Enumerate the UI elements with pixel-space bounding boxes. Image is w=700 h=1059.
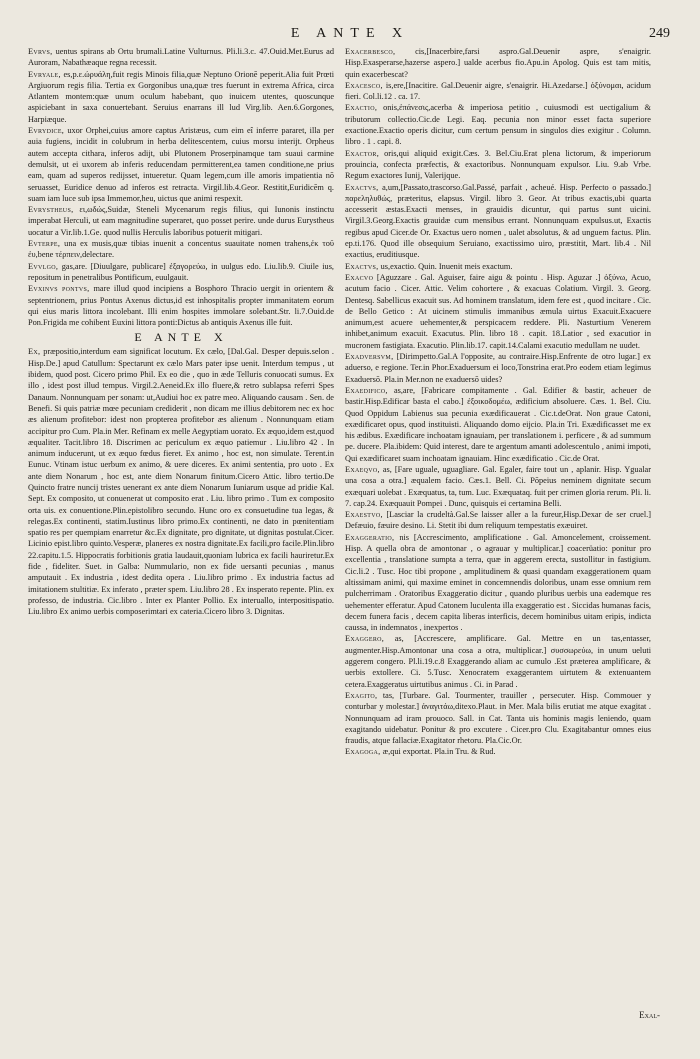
dictionary-entry	[345, 80, 651, 103]
entry-definition: es,p.ε.ώρυάλη,fuit regis Minois filia,quæ Neptuno Orionē peperit.Alia fuit Prœti Argiuorum regis filia. Tertia ex Gorgonibus una,quæ tres fuerunt in extrema Africa, circa Atlantem montem:quæ unum oculum habebant, quo inuicem utentes, quoscunque aspiciebant in saxa conuertebant. Seruius enarrans ill lud Virg.lib. Aen.6.Gorgones, Harpiæque.	[28, 69, 334, 124]
dictionary-entry	[28, 204, 334, 238]
dictionary-entry	[345, 385, 651, 464]
entry-definition: onis,ἐπάνεσις,acerba & imperiosa petitio , cuiusmodi est uectigalium & tributorum collectio.Cic.de Legi. Eaq. pecunia non minor esset facta superiore exactione.Exactio operis dicitur, cum certum pensum in singulos dies exigitur . Column. libro . 1 . capi. 8.	[345, 103, 651, 147]
left-column	[28, 46, 334, 1036]
entry-definition: æ,qui exportat. Pla.in Tru. & Rud.	[382, 747, 496, 757]
entry-headword: Exactio,	[345, 103, 378, 113]
entry-headword: Exaggero,	[345, 634, 385, 644]
entry-headword: Exaggeratio,	[345, 532, 395, 542]
page-number: 249	[649, 26, 670, 41]
catchword: Exal-	[639, 1010, 660, 1020]
dictionary-entry	[28, 69, 334, 125]
entry-definition: [Lasciar la crudeltà.Gal.Se laisser aller a la fureur,Hisp.Dexar de ser cruel.] Defæuio, fæuire desino. Li. Stetit ibi dum reliquum tempestatis exæuiret.	[345, 510, 651, 531]
dictionary-entry	[28, 283, 334, 328]
entry-headword: Evxinvs pontvs,	[28, 284, 90, 294]
dictionary-entry	[345, 261, 651, 272]
entry-headword: Evrystheus,	[28, 205, 74, 215]
entry-headword: Exaedifico,	[345, 385, 388, 395]
entry-headword: Exactvs,	[345, 182, 379, 192]
entry-headword: Exacerbesco,	[345, 47, 396, 56]
entry-definition: una ex musis,quæ tibias inuenit a concentus suauitate nomen trahens,ἐκ τοῦ ἐυ,bene τέρπειν,delectare.	[28, 239, 334, 260]
entry-definition: as, [Fare uguale, uguagliare. Gal. Egaler, faire tout un , aplanir. Hisp. Ygualar una cosa a otra.] æqualem facio. Cæs.1. Bell. Ci. Pōpeius neminem dignitate secum exæquari uolebat . Exæquatus, ta, tum. Luc. Exæquataq. fuit per crimen gloria rerum. Pli. li. 7. cap.24. Exæquauit Pompei . Dunc, quisquis ei certamina Belli.	[345, 464, 651, 508]
entry-definition: [Aguzzare . Gal. Aguiser, faire aigu & pointu . Hisp. Aguzar .] ὀξύνω, Acuo, acutum facio . Cicer. Attic. Velim cohortere , & exacuas Colatium. Virgil. 3. Georg. Dentesq. Sabellicus exacuit sus. Ad hominem translatum, idem fere est , quod incitare . Cic. de Bello Getico : At uicinem stimulis immanibus æmula uirtus Exacuit.Exacuere animum,est acuere uehementer,& perspicacem reddere. Pli. Nasturtium Venerem inhibet,animum exacuit. Exacutus. Plin. libro 18 . capit. 18.Latior , sed exacutior in mucronem fastigiata. Exacutio. Plin.lib.17. capit.14.Calami exacutio medullam ne uudet.	[345, 272, 651, 350]
entry-headword: Exactvs,	[345, 261, 379, 271]
entry-headword: Exagoga,	[345, 747, 381, 757]
dictionary-entry	[345, 464, 651, 509]
entry-headword: Ex,	[28, 347, 41, 357]
entry-definition: as,are, [Fabricare compitamente . Gal. Edifier & bastir, acheuer de bastir.Hisp.Edificar basta el cabo.] ἐξοικοδομέω, ædificium absoluere. Cæs. 1. Bel. Ciu. Quod Oppidum Labienus sua pecunia exædificauerat . Cic.t.deOrat. Non graue Catoni, exædificaret opus, quod instituisti. Aliquando domo eijcio. Pla.in Tri. Exædificasset me ex his ædibus. Exædificare inchoatam ignauiam, per translationem i. perficere , & ad summum pe. ducere. Pla.ibidem: Quid interest, dare te argentum amanti adolescentulo , animi impoti, Qui exædificaret suam inchoatam ignauiam. Hinc exædificatio . Cic.de Orat.	[345, 385, 651, 463]
page-header-title: E ANTE X	[290, 26, 410, 41]
entry-definition: præpositio,interdum eam significat locutum. Ex cælo, [Dal.Gal. Desper depuis.selon . Hisp.De.] apud Catullum: Spectarunt ex cælo Mars pater ipse uenit. Interdum tempus , ut ibidem, quod post. Cicero primo Phil. Ex eo die , quo in æde Telluris conuocati sumus. Ex illo , idest post illud tempus. Virgil.2.Aeneid.Ex illo fluere,& retro sublapsa referri Spes Danaum. Nonnunquam per sonam: ut,Audiui hoc ex patre meo. Aliquando causam . Sen. de Benefi. Si quis patriæ mœe pecuniam crediderit , non dicam me illius debitorem nec ex hoc æs alienum profitebor: idest non propterea profitebor æs alienum . Nonnunquam etiam accipitur pro Cum. Pla.in Mer. Refinam ex melle Aegyptiam uorato. Ex æquo,idem est,quod æqualiter. Tacit.libro 18. Discrimen ac periculum ex æquo patiemur . Liu.libro 42 . In animum inducerunt, ut ex æquo fœdus fieret. Ex animo , hoc est, non simulate. Terent.in Eunuc. Vtinam istuc uerbum ex animo, & uere diceres. Ex animi sententia, pro uoto . Ex ante diem Nonarum , hoc est, ante diem Nonarum finitum.Cicero Attic. libro tertio.De Quincto fratre nuncij tristes uenerant ex ante diem Nonarum Iuniarum usque ad pridie Kal. Sept. Ex composito, ut conuenerat ut composito erat . Liu. libro primo . Tum ex composito orta uis. ex conuentione.Plin.epistolibro secundo. Hunc oro ex consuetudine tua legas, & relegas.Ex continenti, statim.Iustinus libro primo.Ex continenti, ne dato in pœnitentiam spatio res per quempiam enarretur &c.Ex dignitate, pro dignitate, ut dignitas postulat.Cicer. Licinio epist.libro quinto.Vesperæ, planeres ex nostra dignitate.Ex facili,pro facile.Plin.libro 22.capitu.1.5. Hippocratis forbitionis gratia laudauit,quoniam lubrica ex facili hauriretur.Ex fide , fideliter. Suet. in Galba: Nummulario, non ex fide uersanti pecunias , manus amputauit . Ex industria , idest dedita opera . Liu.libro primo . Ex industria factus ad imitationem stultitiæ. Ex inferato , præter spem. Liu.libro 28 . Ex insperato repente. Plin. ex professo, de industria. Cic.libro . Inter ex Planter Pollio. Ex interuallo, interpositispatio. Liu.libro Ex animo uerbis composerimtari ex cateria.Cicero libro 3. Dignitas.	[28, 347, 334, 617]
entry-headword: Evvlgo,	[28, 261, 59, 271]
entry-headword: Exacvo	[345, 272, 374, 282]
section-heading: E ANTE X	[134, 330, 228, 345]
running-head	[0, 26, 700, 46]
entry-headword: Exaestvo,	[345, 510, 383, 520]
dictionary-entry	[345, 532, 651, 634]
entry-definition: [Dirimpetto.Gal.A l'opposite, au contraire.Hisp.Enfrente de otro lugar.] ex aduerso, e regione. Ter.in Phor.Exaduersum ei loco,Tonstrina erat.Pro eodem etiam legimus Exaduersō. Pla.in Mer.non ne exaduersō uides?	[345, 352, 651, 384]
entry-definition: us,exactio. Quin. Inuenit meis exactum.	[380, 261, 513, 271]
entry-headword: Exaeqvo,	[345, 464, 380, 474]
dictionary-entry	[345, 690, 651, 746]
dictionary-entry	[345, 46, 651, 80]
dictionary-entry	[28, 46, 334, 69]
entry-definition: as, [Accrescere, amplificare. Gal. Mettre en un tas,entasser, augmenter.Hisp.Amontonar una cosa a otra, multiplicar.] συσσωρεύω, in unum ueluti aggerem congero. Pl.li.19.c.8 Exaggerando aliam ac cumulo .Est præterea amplificare, & uerbis extollere. Ci. 5.Tusc. Xenocratem exaggerantem uirtutem & extenuantem cetera.Exaggeratus uirtutibus animus . Ci. in Parad .	[345, 634, 651, 689]
entry-definition: uentus spirans ab Ortu brumali.Latine Vulturnus. Pli.li.3.c. 47.Ouid.Met.Eurus ad Auroram, Nabathæaque regna recessit.	[28, 47, 334, 68]
dictionary-entry	[28, 125, 334, 204]
entry-definition: tas, [Turbare. Gal. Tourmenter, trauiller , persecuter. Hisp. Commouer y conturbar y molestar.] ἀναγιτάω,ditexo.Plaut. in Mer. Mala bilis erutiat me atque exagitat . Nonnunquam ad iram prouoco. Sall. in Cat. Tanta uis hominis magis leniendo, quam exagitando uidebatur. Ponitur & pro excutere . Cicer.pro Clu. Exagitabantur omnes eius fraudis, atque fallaciæ.Exagitator rhetoru. Pla.Cic.Or.	[345, 690, 651, 746]
entry-headword: Exacesco,	[345, 80, 383, 90]
dictionary-entry	[345, 148, 651, 182]
entry-definition: ει,ωδώς,Suidæ, Steneli Mycenarum regis filius, qui Iunonis instinctu imperabat Herculi, ut eam magnitudine superaret, quo posset perire. unde durus Eurystheus uocatur a Vir.lib.1.Ge. quod nullis Herculis laboribus potuerit mitigari.	[28, 205, 334, 237]
dictionary-entry	[28, 261, 334, 284]
dictionary-entry	[345, 746, 651, 757]
entry-definition: cis,[Inacerbire,farsi aspro.Gal.Deuenir aspre, s'enaigrir. Hisp.Exasperarse,hazerse aspero.] ualde acerbus fio.Apu.in Apolog. Quis est tam mitis, quin exacerbescat?	[345, 47, 651, 79]
entry-headword: Evrvs,	[28, 47, 53, 56]
entry-definition: mare illud quod incipiens a Bosphoro Thracio uergit in orientem & septentrionem, prius Pontus Axenus dictus,id est inhospitalis propter immanitatem eorum qui eius maris littora incolebant. Illi enim hospites immolare solebant.Str. li.7.Ouid.de Pon.Frigida me cohibent Euxini littora ponti:Dictus ab antiquis Axenus ille fuit.	[28, 284, 334, 328]
entry-definition: oris,qui aliquid exigit.Cæs. 3. Bel.Ciu.Erat plena lictorum, & imperiorum prouincia, confecta præfectis, & exactoribus. Nonnunquam expulsor. Liu. 9.ab Vrbe. Regum exactores Iunij, Valerijque.	[345, 148, 651, 181]
entry-headword: Evryale,	[28, 69, 61, 79]
entry-headword: Exactor,	[345, 148, 380, 158]
dictionary-entry	[345, 351, 651, 385]
dictionary-entry	[28, 346, 334, 617]
entry-definition: uxor Orphei,cuius amore captus Aristæus, cum eim eî inferre pararet, illa per auia fugiens, incidit in colubrum in herba delitescentem, cuius morsu interijt. Orpheus autem accepta cithara, inferos adijt, ubi Plutonem Proserpinamque tam suaui carmine demulsit, ut ei uxorem ab inferis reducendam permitterent,ea tamen conditione,ne prius eam, quam ad superos redijsset, intueretur. Quam legem,cum ille amoris impatientia nō seruasset, Euridice denuo ad inferos est retracta. Virgil.lib.4.Geor. Restitit,Euridicēm q. suam iam luce sub ipsa Immemor,heu, uictus que animi respexit.	[28, 126, 334, 203]
dictionary-entry	[345, 633, 651, 689]
right-column	[345, 46, 651, 1036]
dictionary-entry	[345, 509, 651, 532]
entry-headword: Exagito,	[345, 690, 378, 700]
entry-definition: a,um,[Passato,trascorso.Gal.Passé, parfait , acheué. Hisp. Perfecto o passado.] παρεληλυθώς, præteritus, elapsus. Virgil. libro 3. Geor. At tribus exactis,ubi quarta accesserit æstas.Exacti menses, in grauidis dicuntur, qui partus sunt uicini. Virgil.3.Georg.Exactis grauidæ cum mensibus errant. Nonnunquam expulsus.ut, Exactis regibus apud Cicer.de Or. Exactus uero nomen , ualet absolutus, & ad unguem factus. Plin. ep.ti.176. Quod ille obsequium Seruiano, exactissimo uiro, præstitit, Mart. lib.4 . Nil exactius, eruditiusque.	[345, 182, 651, 260]
entry-headword: Exadversvm,	[345, 352, 394, 362]
dictionary-entry	[345, 102, 651, 147]
entry-definition: is,ere,[Inacitire. Gal.Deuenir aigre, s'enaigrir. Hi.Azedarse.] ὀξύνομαι, acidum fieri. Col.li.12 . ca. 17.	[345, 80, 651, 102]
dictionary-entry	[345, 182, 651, 261]
entry-headword: Evrydice,	[28, 126, 65, 136]
entry-definition: gas,are. [Diuulgare, publicare] ἐξαγορεύω, in uulgus edo. Liu.lib.9. Ciuile ius, repositum in penetralibus Pontificum, euulgauit.	[28, 261, 334, 282]
dictionary-entry	[28, 238, 334, 261]
entry-headword: Evterpe,	[28, 239, 61, 249]
entry-definition: nis [Accrescimento, amplificatione . Gal. Amoncelement, croissement. Hisp. A quella obra de amontonar , o agrauar y multiplicar.] coacerüatio: ponitur pro excellentia , translatione sumpta a terra, quæ in aggerem erecta, sustollitur in fastigium. Cic.li.2 . Tusc. Hoc tibi propone , amplitudinem & quasi quandam exaggerationem quam altissimam animi, qui maxime eminet in concemnendis doloribus, unam esse omnium rem pulcherrimam . Oratoribus Exaggeratio dicitur , quando pluribus uerbis una eademque res uehementer efferatur. Apud Catonem luculenta illa exaggeratio est . Siccidas humanas facis, decem funera facis , decem capita liberas interficis, decem hominibus uitam eripis, indicta caussa, in indemnatos , inexpertos .	[345, 532, 651, 633]
dictionary-entry	[345, 272, 651, 351]
